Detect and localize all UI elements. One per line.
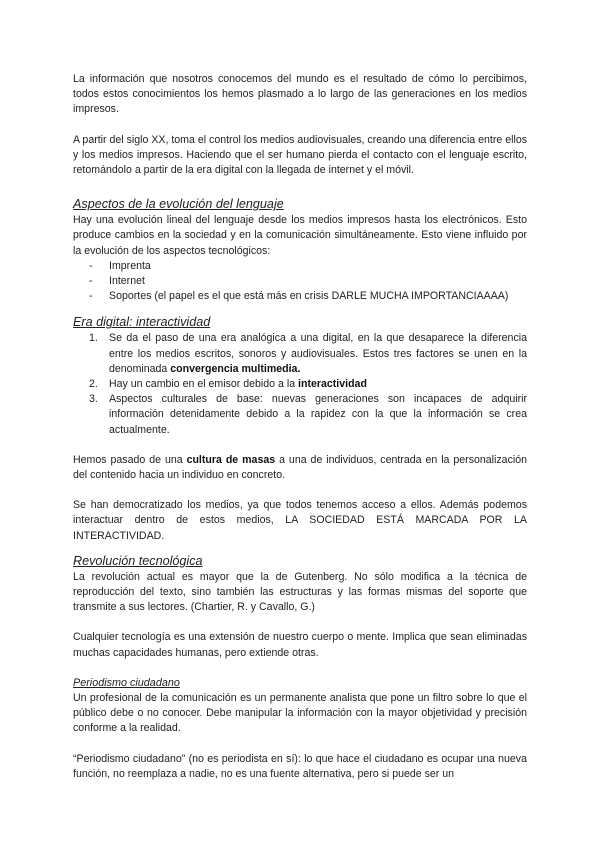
paragraph-extension: Cualquier tecnología es una extensión de nuestro cuerpo o mente. Implica que sean eliminadas muchas capacidades humanas, pero extiende otras. <box>73 631 527 659</box>
aspects-list <box>73 259 527 305</box>
list-number: 3. <box>89 393 98 406</box>
heading-aspectos-evolucion: Aspectos de la evolución del lenguaje <box>73 197 284 212</box>
bold-term: convergencia multimedia. <box>170 362 301 375</box>
heading-periodismo-ciudadano: Periodismo ciudadano <box>73 676 180 689</box>
document-body <box>73 72 527 782</box>
list-item: - Internet <box>73 274 527 289</box>
paragraph-siglo-xx: A partir del siglo XX, toma el control los medios audiovisuales, creando una diferencia entre ellos y los medios impresos. Haciendo que el ser humano pierda el contacto con el lenguaje escrito, retomándolo a partir de la era digital con la llegada de internet y el móvil. <box>73 133 528 177</box>
list-number: 2. <box>89 378 98 391</box>
list-item <box>73 392 527 438</box>
paragraph-profesional: Un profesional de la comunicación es un permanente analista que pone un filtro sobre lo que el público debe o no conocer. Debe manipular la información con la mayor objetividad y precisión conforme a la realidad. <box>73 691 527 735</box>
list-item-text: Hay un cambio en el emisor debido a la <box>109 378 299 391</box>
paragraph-evolucion-lineal: Hay una evolución lineal del lenguaje desde los medios impresos hasta los electrónicos. Esto produce cambios en la sociedad y en la comunicación simultáneamente. Esto viene influido por la evolución de los aspectos tecnológicos: <box>73 214 527 257</box>
heading-revolucion-tecnologica: Revolución tecnológica <box>73 553 203 568</box>
paragraph-cultura-masas: Hemos pasado de una cultura de masas a una de individuos, centrada en la personalización del contenido hacia un individuo en concreto. <box>73 453 527 482</box>
list-item <box>73 377 527 392</box>
bold-term: cultura de masas <box>186 453 276 466</box>
list-number: 1. <box>89 332 98 345</box>
list-item: - Imprenta <box>73 259 527 274</box>
list-item <box>73 331 527 377</box>
paragraph-intro: La información que nosotros conocemos del mundo es el resultado de cómo lo percibimos, todos estos conocimientos los hemos plasmado a lo largo de las generaciones en los medios impresos. <box>73 73 527 116</box>
bold-term: interactividad <box>298 378 367 391</box>
list-item: - Soportes (el papel es el que está más en crisis DARLE MUCHA IMPORTANCIAAAA) <box>73 289 527 304</box>
era-digital-list <box>73 331 527 437</box>
heading-era-digital: Era digital: interactividad <box>73 315 211 330</box>
paragraph-periodismo-ciudadano: “Periodismo ciudadano” (no es periodista en sí): lo que hace el ciudadano es ocupar una nueva función, no reemplaza a nadie, no es una fuente alternativa, pero si puede ser un <box>73 752 527 780</box>
paragraph-democratizado: Se han democratizado los medios, ya que todos tenemos acceso a ellos. Además podemos interactuar dentro de estos medios, LA SOCIEDAD ESTÁ MARCADA POR LA INTERACTIVIDAD. <box>73 499 527 542</box>
paragraph-gutenberg: La revolución actual es mayor que la de Gutenberg. No sólo modifica a la técnica de reproducción del texto, sino también las estructuras y las formas mismas del soporte que transmite a sus lectores. (Chartier, R. y Cavallo, G.) <box>73 570 527 614</box>
list-item-text: Aspectos culturales de base: nuevas generaciones son incapaces de adquirir información detenidamente debido a la rapidez con la que la información se crea actualmente. <box>109 393 527 436</box>
list-item-text: Se da el paso de una era analógica a una digital, en la que desaparece la diferencia entre los medios escritos, sonoros y audiovisuales. Estos tres factores se unen en la denominada <box>109 332 527 375</box>
